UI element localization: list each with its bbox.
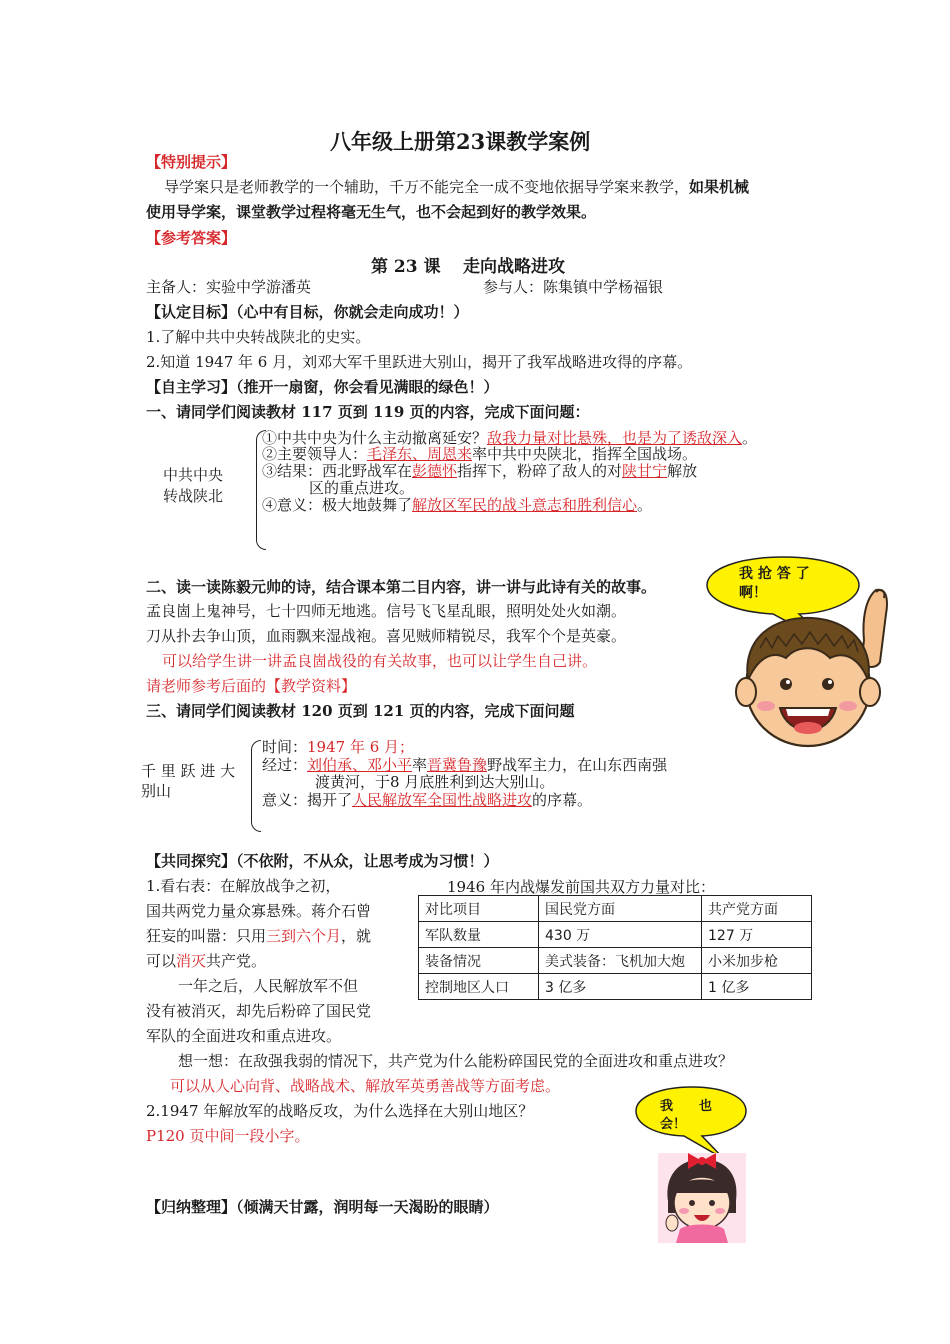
inquiry-question-2: 2.1947 年解放军的战略反攻，为什么选择在大别山地区？	[146, 1102, 534, 1120]
question-1: 一、请同学们阅读教材 117 页到 119 页的内容，完成下面问题：	[146, 403, 590, 421]
shaanbei-significance: ④意义：极大地鼓舞了解放区军民的战斗意志和胜利信心。	[262, 496, 653, 514]
inquiry-text-1: 1.看右表：在解放战争之初，	[146, 877, 341, 895]
page-title: 八年级上册第23课教学案例	[330, 129, 591, 154]
table-header-row	[419, 896, 812, 922]
shaanbei-reason: ①中共中央为什么主动撤离延安？敌我力量对比悬殊，也是为了诱敌深入。	[262, 429, 758, 447]
summary-heading: 【归纳整理】（倾满天甘露，润明每一天渴盼的眼睛）	[146, 1198, 499, 1216]
inquiry-text-5: 一年之后，人民解放军不但	[178, 977, 359, 995]
preparer: 主备人：实验中学游潘英	[146, 278, 312, 296]
goal-item-1: 1.了解中共中央转战陕北的史实。	[146, 328, 371, 346]
shaanbei-leaders: ②主要领导人：毛泽东、周恩来率中共中央陕北，指挥全国战场。	[262, 445, 698, 463]
goal-item-2: 2.知道 1947 年 6 月，刘邓大军千里跃进大别山，揭开了我军战略进攻得的序幕。	[146, 353, 693, 371]
topic-dabie-line2: 别山	[141, 782, 172, 800]
inquiry-text-4: 可以消灭共产党。	[146, 952, 267, 970]
bubble-girl-line2: 会！	[660, 1117, 687, 1132]
inquiry-text-2: 国共两党力量众寡悬殊。蒋介石曾	[146, 902, 372, 920]
table-cell: 1 亿多	[702, 974, 812, 1000]
table-cell: 小米加步枪	[702, 948, 812, 974]
tip-line1: 导学案只是老师教学的一个辅助，千万不能完全一成不变地依据导学案来教学，如果机械	[164, 178, 750, 196]
question-3: 三、请同学们阅读教材 120 页到 121 页的内容，完成下面问题	[146, 702, 575, 720]
poem-line-2: 刀从扑去争山顶，血雨飘来湿战袍。喜见贼师精锐尽，我军个个是英豪。	[146, 627, 627, 645]
bubble-girl-line1: 我 也	[660, 1099, 713, 1114]
speech-bubble-girl	[632, 1083, 750, 1163]
topic-shaanbei-line2: 转战陕北	[163, 487, 224, 505]
goals-heading: 【认定目标】（心中有目标，你就会走向成功！）	[146, 303, 469, 321]
poem-line-1: 孟良崮上鬼神号，七十四师无地逃。信号飞飞星乱眼，照明处处火如潮。	[146, 602, 627, 620]
tip-line2: 使用导学案，课堂教学过程将毫无生气，也不会起到好的教学效果。	[146, 203, 597, 221]
table-cell: 430 万	[539, 922, 702, 948]
poem-reference: 请老师参考后面的【教学资料】	[146, 677, 357, 695]
dabie-process-cont: 渡黄河，于8 月底胜利到达大别山。	[315, 773, 555, 791]
girl-with-red-bow-illustration	[658, 1153, 746, 1243]
table-cell: 控制地区人口	[419, 974, 539, 1000]
table-row	[419, 922, 812, 948]
inquiry-text-6: 没有被消灭，却先后粉碎了国民党	[146, 1002, 372, 1020]
lesson-title: 走向战略进攻	[463, 257, 565, 277]
table-cell: 127 万	[702, 922, 812, 948]
answer-label: 【参考答案】	[146, 229, 237, 247]
participant: 参与人：陈集镇中学杨福银	[483, 278, 664, 296]
table-row	[419, 974, 812, 1000]
question-2: 二、读一读陈毅元帅的诗，结合课本第二目内容，讲一讲与此诗有关的故事。	[146, 578, 657, 596]
table-header-cell: 国民党方面	[539, 896, 702, 922]
boy-raising-hand-illustration	[730, 588, 890, 758]
dabie-significance: 意义：揭开了人民解放军全国性战略进攻的序幕。	[262, 791, 593, 809]
bubble-boy-line2: 啊！	[739, 585, 767, 601]
table-row	[419, 948, 812, 974]
topic-dabie-line1: 千 里 跃 进 大	[141, 762, 236, 780]
table-caption: 1946 年内战爆发前国共双方力量对比：	[447, 878, 715, 896]
lesson-number: 第 23 课	[371, 257, 441, 277]
dabie-process: 经过：刘伯承、邓小平率晋冀鲁豫野战军主力，在山东西南强	[262, 756, 668, 774]
think-question: 想一想：在敌强我弱的情况下，共产党为什么能粉碎国民党的全面进攻和重点进攻？	[178, 1052, 734, 1070]
inquiry-answer-2: P120 页中间一段小字。	[146, 1127, 310, 1145]
table-header-cell: 对比项目	[419, 896, 539, 922]
table-cell: 军队数量	[419, 922, 539, 948]
inquiry-text-7: 军队的全面进攻和重点进攻。	[146, 1027, 342, 1045]
table-header-cell: 共产党方面	[702, 896, 812, 922]
bubble-boy-line1: 我 抢 答 了	[739, 566, 810, 582]
brace-dabie	[251, 740, 261, 832]
self-study-heading: 【自主学习】（推开一扇窗，你会看见满眼的绿色！）	[146, 378, 499, 396]
shaanbei-result: ③结果：西北野战军在彭德怀指挥下，粉碎了敌人的对陕甘宁解放	[262, 462, 698, 480]
table-cell: 美式装备：飞机加大炮	[539, 948, 702, 974]
shaanbei-result-cont: 区的重点进攻。	[309, 479, 415, 497]
topic-shaanbei-line1: 中共中央	[163, 466, 224, 484]
dabie-time: 时间：1947 年 6 月；	[262, 738, 415, 756]
table-cell: 装备情况	[419, 948, 539, 974]
table-cell: 3 亿多	[539, 974, 702, 1000]
inquiry-heading: 【共同探究】（不依附，不从众，让思考成为习惯！）	[146, 852, 499, 870]
inquiry-text-3: 狂妄的叫嚣：只用三到六个月，就	[146, 927, 372, 945]
think-answer: 可以从人心向背、战略战术、解放军英勇善战等方面考虑。	[170, 1077, 561, 1095]
tip-label: 【特别提示】	[146, 153, 237, 171]
poem-note: 可以给学生讲一讲孟良崮战役的有关故事，也可以让学生自己讲。	[162, 652, 598, 670]
force-comparison-table	[418, 895, 812, 1000]
